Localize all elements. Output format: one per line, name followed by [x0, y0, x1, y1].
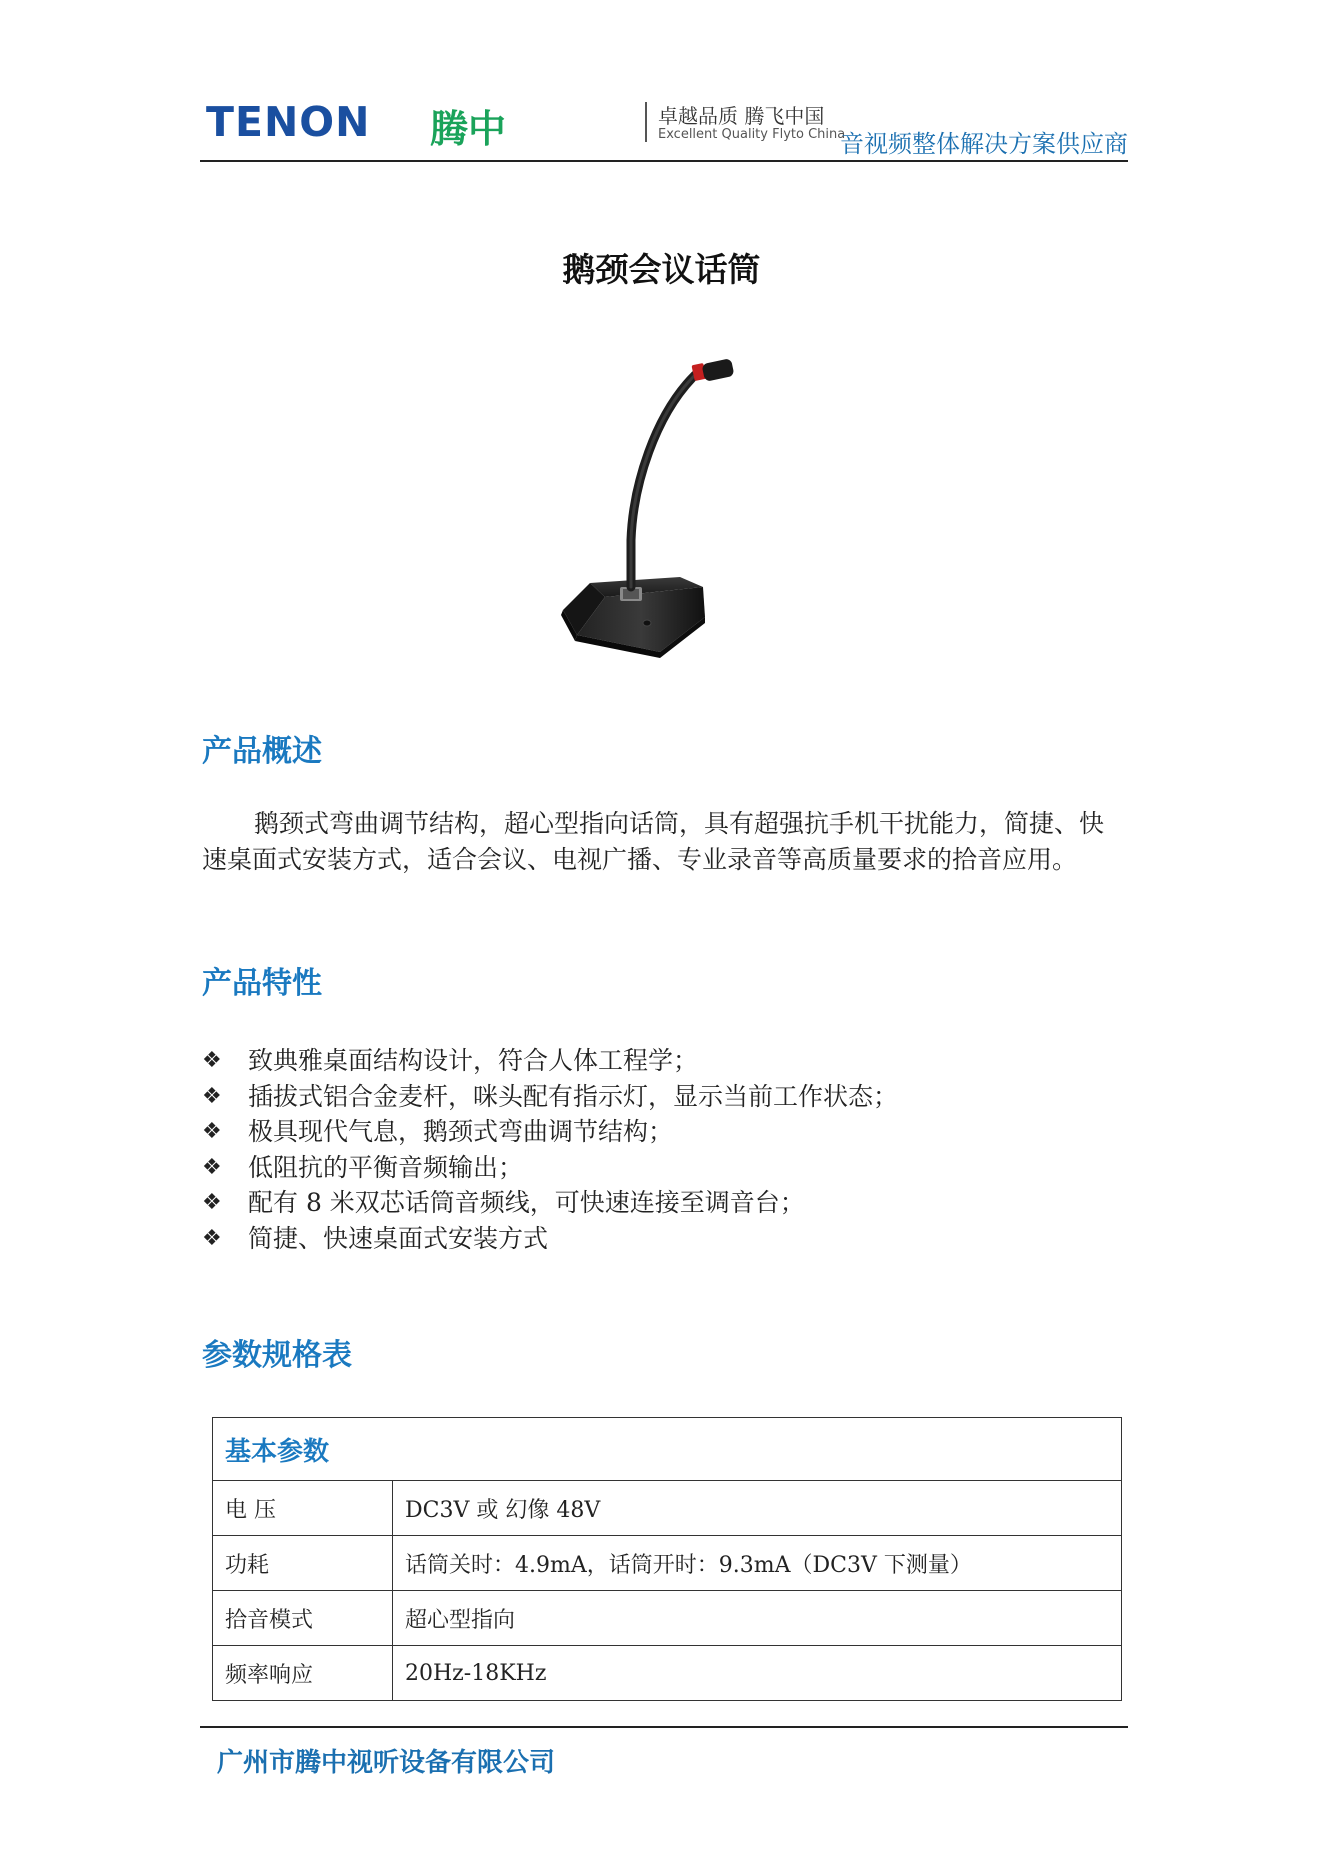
header-divider	[200, 160, 1128, 162]
feature-text: 极具现代气息，鹅颈式弯曲调节结构；	[248, 1117, 674, 1146]
feature-text: 致典雅桌面结构设计，符合人体工程学；	[248, 1046, 699, 1075]
diamond-bullet-icon: ❖	[202, 1119, 222, 1144]
gooseneck-microphone-image	[555, 355, 805, 675]
features-list	[202, 1043, 1127, 1256]
header-tagline: 音视频整体解决方案供应商	[840, 130, 1128, 158]
spec-key: 电 压	[213, 1481, 393, 1536]
table-row	[213, 1481, 1122, 1536]
brand-logo-text: TENON	[206, 98, 371, 146]
footer-company-name: 广州市腾中视听设备有限公司	[217, 1748, 556, 1778]
features-heading: 产品特性	[202, 966, 322, 1001]
specs-heading: 参数规格表	[202, 1338, 352, 1373]
table-row	[213, 1418, 1122, 1481]
spec-value: 20Hz-18KHz	[393, 1646, 1122, 1701]
diamond-bullet-icon: ❖	[202, 1154, 222, 1180]
footer-divider	[200, 1726, 1128, 1728]
page-header	[200, 92, 1128, 162]
spec-value: 超心型指向	[393, 1591, 1122, 1646]
list-item	[202, 1079, 1127, 1115]
table-row	[213, 1591, 1122, 1646]
list-item	[202, 1150, 1127, 1186]
slogan-en: Excellent Quality Flyto China	[658, 127, 846, 142]
diamond-bullet-icon: ❖	[202, 1190, 222, 1215]
overview-paragraph: 鹅颈式弯曲调节结构，超心型指向话筒，具有超强抗手机干扰能力，简捷、快速桌面式安装方式，适合会议、电视广播、专业录音等高质量要求的拾音应用。	[202, 809, 1105, 874]
feature-text: 低阻抗的平衡音频输出；	[248, 1152, 524, 1182]
diamond-bullet-icon: ❖	[202, 1083, 222, 1109]
logo-divider	[645, 102, 647, 142]
slogan-cn: 卓越品质 腾飞中国	[658, 104, 825, 128]
list-item	[202, 1043, 1127, 1079]
spec-value: 话筒关时：4.9mA，话筒开时：9.3mA（DC3V 下测量）	[393, 1536, 1122, 1591]
spec-value: DC3V 或 幻像 48V	[393, 1481, 1122, 1536]
spec-key: 功耗	[213, 1536, 393, 1591]
feature-text: 配有 8 米双芯话筒音频线，可快速连接至调音台；	[248, 1188, 805, 1217]
list-item	[202, 1221, 1127, 1257]
diamond-bullet-icon: ❖	[202, 1048, 222, 1073]
table-row	[213, 1536, 1122, 1591]
overview-heading: 产品概述	[202, 734, 322, 769]
spec-key: 频率响应	[213, 1646, 393, 1701]
brand-logo-cn: 腾中	[430, 107, 507, 151]
list-item	[202, 1185, 1127, 1221]
spec-key: 拾音模式	[213, 1591, 393, 1646]
list-item	[202, 1114, 1127, 1150]
page-title: 鹅颈会议话筒	[562, 250, 761, 289]
diamond-bullet-icon: ❖	[202, 1225, 222, 1251]
spec-table-header: 基本参数	[213, 1418, 1122, 1481]
feature-text: 简捷、快速桌面式安装方式	[248, 1223, 549, 1253]
feature-text: 插拔式铝合金麦杆，咪头配有指示灯，显示当前工作状态；	[248, 1081, 899, 1111]
table-row	[213, 1646, 1122, 1701]
spec-table	[212, 1417, 1122, 1701]
